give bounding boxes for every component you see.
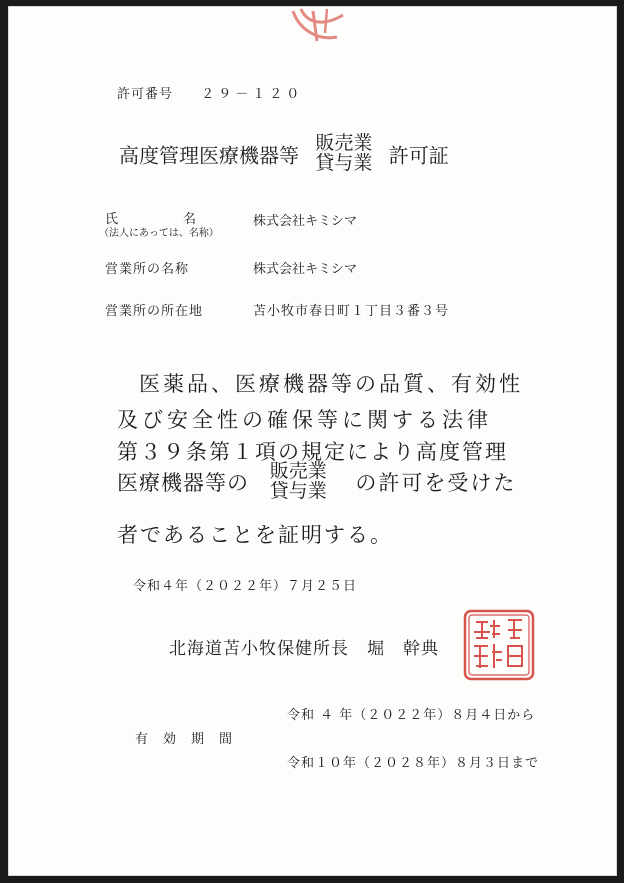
top-seal-icon bbox=[287, 7, 351, 51]
body-line-2: 及び安全性の確保等に関する法律 bbox=[117, 408, 492, 432]
body-line4-stack2: 貸与業 bbox=[269, 479, 327, 502]
body-line-4 bbox=[117, 462, 516, 502]
title-stack bbox=[315, 134, 372, 174]
permit-number-label: 許可番号 bbox=[117, 87, 174, 102]
issue-date: 令和４年（２０２２年）７月２５日 bbox=[133, 579, 358, 594]
certificate-page bbox=[8, 6, 617, 876]
official-seal-icon bbox=[462, 608, 536, 682]
office-address-value: 苫小牧市春日町１丁目３番３号 bbox=[253, 304, 450, 319]
title-line2: 貸与業 bbox=[315, 151, 373, 174]
body-line4-stack1: 販売業 bbox=[269, 460, 327, 482]
body-line4-post: の許可を受けた bbox=[355, 470, 517, 495]
issuer: 北海道苫小牧保健所長 堀 幹典 bbox=[169, 639, 439, 659]
title-line1: 販売業 bbox=[315, 132, 373, 154]
office-name-value: 株式会社キミシマ bbox=[253, 262, 358, 277]
name-value: 株式会社キミシマ bbox=[253, 214, 358, 229]
name-sub-label: （法人にあっては、名称） bbox=[99, 228, 219, 239]
body-line-5: 者であることを証明する。 bbox=[117, 523, 393, 547]
validity-label: 有 効 期 間 bbox=[135, 732, 234, 747]
page-title bbox=[119, 134, 449, 174]
body-line4-pre: 医療機器等の bbox=[117, 470, 249, 495]
body-line-1: 医薬品、医療機器等の品質、有効性 bbox=[139, 372, 523, 396]
office-name-label: 営業所の名称 bbox=[105, 262, 190, 277]
body-line-3: 第３９条第１項の規定により高度管理 bbox=[117, 440, 508, 464]
validity-to: 令和１０年（２０２８年）８月３日まで bbox=[287, 756, 540, 771]
permit-number-value: ２９－１２０ bbox=[201, 87, 304, 102]
title-suffix: 許可証 bbox=[388, 143, 449, 168]
permit-number bbox=[117, 83, 303, 102]
title-prefix: 高度管理医療機器等 bbox=[119, 143, 299, 168]
validity-from: 令和 ４ 年（２０２２年）８月４日から bbox=[287, 708, 536, 723]
body-line4-stack bbox=[270, 462, 327, 502]
name-label: 氏 名 bbox=[105, 212, 197, 227]
office-address-label: 営業所の所在地 bbox=[105, 304, 204, 319]
